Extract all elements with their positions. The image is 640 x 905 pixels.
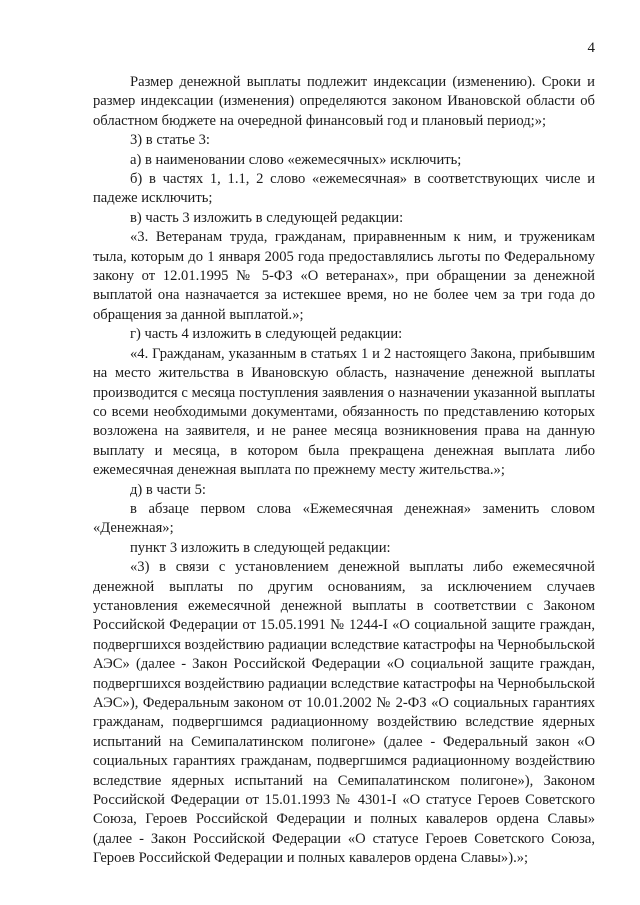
paragraph-punkt-3-text: «3) в связи с установлением денежной выплаты либо ежемесячной денежной выплаты по другим основаниям, за исключением случаев установления ежемесячной денежной выплаты в соответствии с Законом Российской Федерации от 15.05.1991 № 1244-I «О социальной защите граждан, подвергшихся воздействию радиации вследствие катастрофы на Чернобыльской АЭС» (далее - Закон Российской Федерации «О социальной защите граждан, подвергшихся воздействию радиации вследствие катастрофы на Чернобыльской АЭС»), Федеральным законом от 10.01.2002 № 2-ФЗ «О социальных гарантиях гражданам, подвергшимся радиационному воздействию вследствие ядерных испытаний на Семипалатинском полигоне» (далее - Федеральный закон «О социальных гарантиях гражданам, подвергшимся радиационному воздействию вследствие ядерных испытаний на Семипалатинском полигоне»), Законом Российской Федерации от 15.01.1993 № 4301-I «О статусе Героев Советского Союза, Героев Российской Федерации и полных кавалеров ордена Славы» (далее - Закон Российской Федерации «О статусе Героев Советского Союза, Героев Российской Федерации и полных кавалеров ордена Славы»).»;: [93, 559, 595, 867]
paragraph-item-d: д) в части 5:: [130, 481, 206, 498]
paragraph-item-v: в) часть 3 изложить в следующей редакции:: [130, 209, 404, 226]
paragraph-first-abzac: в абзаце первом слова «Ежемесячная денежная» заменить словом «Денежная»;: [93, 500, 595, 537]
page-number: 4: [587, 40, 595, 56]
paragraph-punkt-3: пункт 3 изложить в следующей редакции:: [130, 539, 391, 556]
paragraph-item-3: 3) в статье 3:: [130, 132, 210, 149]
paragraph-item-b: б) в частях 1, 1.1, 2 слово «ежемесячная» в соответствующих числе и падеже исключить;: [93, 171, 595, 207]
paragraph-part-3-text: «3. Ветеранам труда, гражданам, приравненным к ним, и труженикам тыла, которым до 1 января 2005 года предоставлялись льготы по Федеральному закону от 12.01.1995 № 5-ФЗ «О ветеранах», при обращении за денежной выплатой она назначается за истекшее время, но не более чем за три года до обращения за данной выплатой.»;: [93, 229, 595, 323]
paragraph-indexation: Размер денежной выплаты подлежит индексации (изменению). Сроки и размер индексации (изменения) определяются законом Ивановской области об областном бюджете на очередной финансовый год и плановый период;»;: [93, 74, 595, 129]
paragraph-item-g: г) часть 4 изложить в следующей редакции:: [130, 326, 403, 343]
paragraph-part-4-text: «4. Гражданам, указанным в статьях 1 и 2 настоящего Закона, прибывшим на место жительства в Ивановскую область, назначение денежной выплаты производится с месяца поступления заявления о назначении указанной выплаты со всеми необходимыми документами, обязанность по представлению которых возложена на заявителя, и не ранее месяца возникновения права на данную выплату и месяца, в котором была прекращена денежная выплата либо ежемесячная денежная выплата по прежнему месту жительства.»;: [93, 345, 595, 479]
document-body: [93, 73, 595, 869]
paragraph-item-a: а) в наименовании слово «ежемесячных» исключить;: [130, 151, 462, 168]
